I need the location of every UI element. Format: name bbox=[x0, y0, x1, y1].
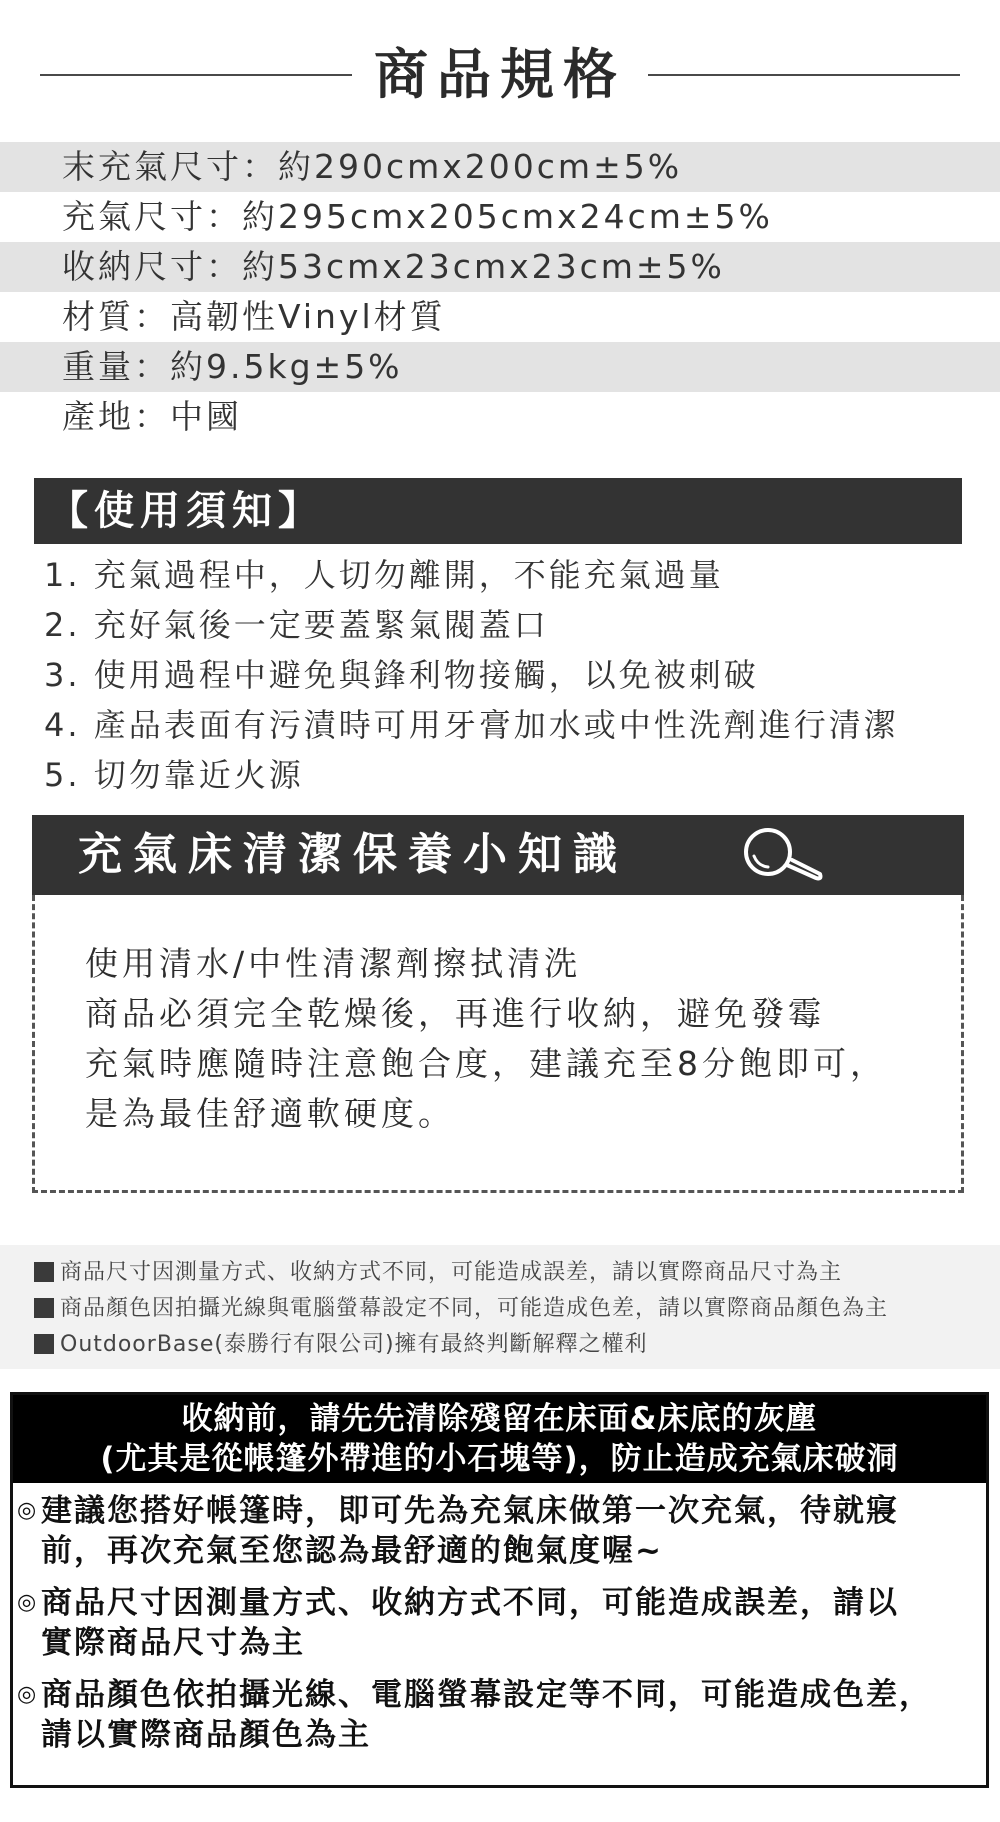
care-heading-bar bbox=[32, 815, 964, 895]
spec-row: 末充氣尺寸：約290cmx200cm±5% bbox=[0, 142, 1000, 192]
storage-line: 請以實際商品顏色為主 bbox=[41, 1717, 371, 1753]
page-title: 商品規格 bbox=[374, 43, 626, 106]
disclaimer-text: 商品顏色因拍攝光線與電腦螢幕設定不同，可能造成色差，請以實際商品顏色為主 bbox=[60, 1296, 889, 1321]
title-divider-left bbox=[40, 74, 352, 76]
storage-line: 實際商品尺寸為主 bbox=[41, 1625, 305, 1661]
care-line: 使用清水/中性清潔劑擦拭清洗 bbox=[85, 944, 582, 983]
spec-list bbox=[0, 142, 1000, 442]
disclaimer-item bbox=[34, 1327, 888, 1363]
storage-heading-line: 收納前，請先先清除殘留在床面&床底的灰塵 bbox=[181, 1401, 818, 1437]
notice-item: 1. 充氣過程中，人切勿離開，不能充氣過量 bbox=[44, 556, 724, 594]
square-bullet-icon bbox=[34, 1334, 54, 1354]
care-lines bbox=[85, 939, 887, 1139]
notice-item: 4. 產品表面有污漬時可用牙膏加水或中性洗劑進行清潔 bbox=[44, 706, 899, 744]
notice-list bbox=[44, 550, 984, 800]
storage-box bbox=[10, 1392, 989, 1788]
bullet-icon: ◎ bbox=[17, 1498, 37, 1523]
storage-item bbox=[13, 1491, 986, 1571]
bullet-icon: ◎ bbox=[17, 1590, 37, 1615]
disclaimer-text: 商品尺寸因測量方式、收納方式不同，可能造成誤差，請以實際商品尺寸為主 bbox=[60, 1260, 843, 1285]
care-line: 充氣時應隨時注意飽合度，建議充至8分飽即可， bbox=[85, 1044, 887, 1083]
title-divider-right bbox=[648, 74, 960, 76]
disclaimer-band bbox=[0, 1245, 1000, 1369]
storage-line: 商品顏色依拍攝光線、電腦螢幕設定等不同，可能造成色差， bbox=[41, 1677, 932, 1713]
spec-row: 充氣尺寸：約295cmx205cmx24cm±5% bbox=[62, 197, 773, 236]
bullet-icon: ◎ bbox=[17, 1682, 37, 1707]
notice-item: 5. 切勿靠近火源 bbox=[44, 756, 304, 794]
storage-heading-line: (尤其是從帳篷外帶進的小石塊等)，防止造成充氣床破洞 bbox=[100, 1441, 899, 1477]
disclaimer-text: OutdoorBase(泰勝行有限公司)擁有最終判斷解釋之權利 bbox=[60, 1332, 648, 1357]
spec-row: 重量：約9.5kg±5% bbox=[0, 342, 1000, 392]
care-line: 是為最佳舒適軟硬度。 bbox=[85, 1094, 455, 1133]
storage-line: 商品尺寸因測量方式、收納方式不同，可能造成誤差，請以 bbox=[41, 1585, 899, 1621]
storage-item bbox=[13, 1675, 986, 1755]
storage-list bbox=[13, 1491, 986, 1767]
storage-item bbox=[13, 1583, 986, 1663]
disclaimer-item bbox=[34, 1291, 888, 1327]
notice-item: 2. 充好氣後一定要蓋緊氣閥蓋口 bbox=[44, 606, 549, 644]
storage-line: 建議您搭好帳篷時，即可先為充氣床做第一次充氣，待就寢 bbox=[41, 1493, 899, 1529]
notice-item: 3. 使用過程中避免與鋒利物接觸，以免被刺破 bbox=[44, 656, 759, 694]
title-section bbox=[0, 30, 1000, 106]
storage-line: 前，再次充氣至您認為最舒適的飽氣度喔~ bbox=[41, 1533, 663, 1569]
spec-row: 產地：中國 bbox=[62, 397, 242, 436]
care-box bbox=[32, 895, 964, 1193]
care-line: 商品必須完全乾燥後，再進行收納，避免發霉 bbox=[85, 994, 825, 1033]
square-bullet-icon bbox=[34, 1298, 54, 1318]
storage-heading bbox=[13, 1395, 986, 1483]
care-heading: 充氣床清潔保養小知識 bbox=[78, 829, 628, 880]
magnifier-icon bbox=[736, 825, 828, 885]
disclaimer-item bbox=[34, 1255, 888, 1291]
disclaimer-list bbox=[34, 1255, 888, 1363]
spec-row: 收納尺寸：約53cmx23cmx23cm±5% bbox=[0, 242, 1000, 292]
square-bullet-icon bbox=[34, 1262, 54, 1282]
notice-heading: 【使用須知】 bbox=[34, 478, 962, 544]
spec-row: 材質：高韌性Vinyl材質 bbox=[62, 297, 446, 336]
